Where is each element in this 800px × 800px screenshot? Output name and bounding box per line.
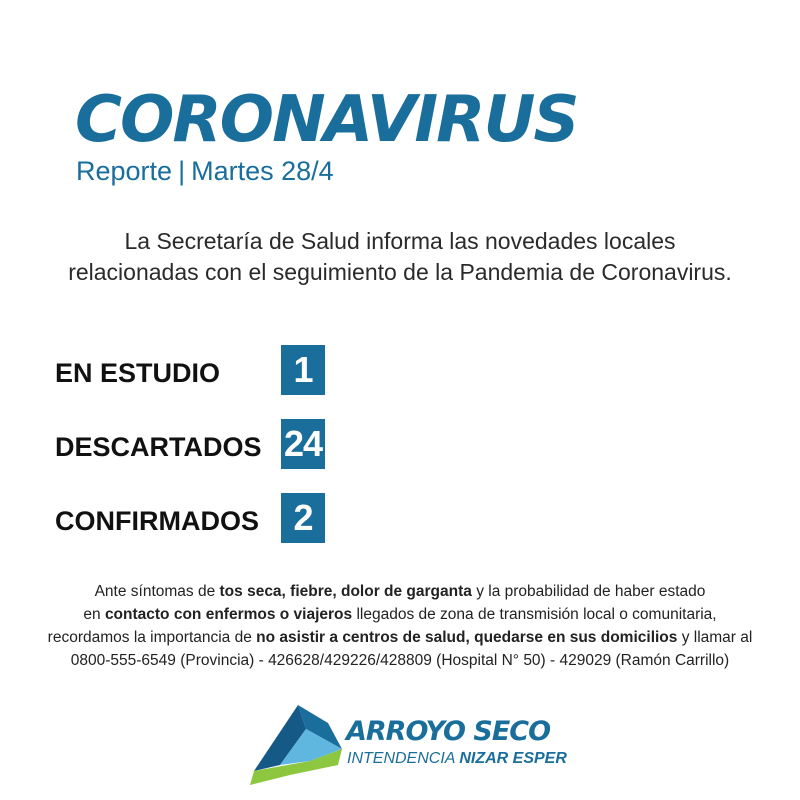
stat-label-confirmados: CONFIRMADOS: [55, 506, 259, 536]
intro-line: relacionadas con el seguimiento de la Pandemia de Coronavirus.: [68, 259, 732, 285]
stat-value-confirmados: 2: [281, 493, 325, 543]
advice-text-part: y la probabilidad de haber estado: [471, 583, 706, 600]
subtitle-separator: |: [178, 156, 186, 186]
advice-text-part: Ante síntomas de: [94, 583, 220, 600]
arroyo-seco-logo-icon: [250, 705, 342, 787]
logo-subtitle-name: NIZAR ESPER: [459, 750, 567, 767]
advice-line: [0, 580, 800, 603]
advice-text-part: y llamar al: [677, 629, 753, 646]
report-subtitle: [76, 158, 334, 185]
advice-text: [0, 580, 800, 672]
advice-emphasis: contacto con enfermos o viajeros: [104, 606, 353, 623]
advice-phone-numbers: 0800-555-6549 (Provincia) - 426628/429226/428809 (Hospital N° 50) - 429029 (Ramón Carrillo): [70, 652, 730, 669]
subtitle-report-label: Reporte: [76, 156, 173, 186]
subtitle-date: Martes 28/4: [191, 156, 334, 186]
stat-label-descartados: DESCARTADOS: [55, 432, 262, 462]
intro-text: [0, 226, 800, 288]
advice-text-part: en: [83, 606, 105, 623]
stat-value-descartados: 24: [281, 419, 325, 469]
logo-subtitle: [347, 751, 567, 767]
advice-line: [0, 603, 800, 626]
page-title: CORONAVIRUS: [75, 83, 578, 157]
stat-value-en-estudio: 1: [281, 345, 325, 395]
stat-label-en-estudio: EN ESTUDIO: [55, 358, 221, 388]
logo-subtitle-part: INTENDENCIA: [347, 750, 460, 767]
advice-emphasis: tos seca, fiebre, dolor de garganta: [219, 583, 472, 600]
intro-line: La Secretaría de Salud informa las novedades locales: [124, 228, 676, 254]
logo-name: ARROYO SECO: [346, 716, 551, 747]
advice-line: [0, 626, 800, 649]
advice-text-part: recordamos la importancia de: [47, 629, 257, 646]
advice-text-part: llegados de zona de transmisión local o comunitaria,: [352, 606, 717, 623]
advice-emphasis: no asistir a centros de salud, quedarse en sus domicilios: [256, 629, 678, 646]
